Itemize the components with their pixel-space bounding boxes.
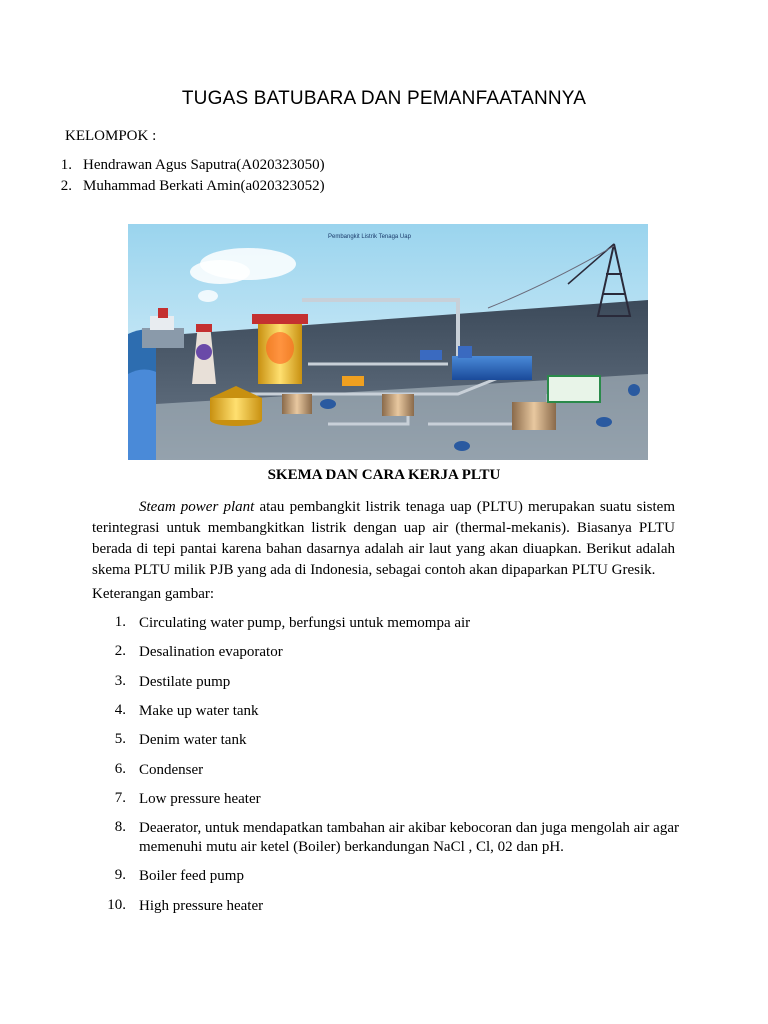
member-number: 2. <box>60 178 72 194</box>
legend-number: 4. <box>114 702 126 718</box>
legend-number: 8. <box>114 819 126 835</box>
intro-paragraph <box>92 497 675 581</box>
member-name: Muhammad Berkati Amin(a020323052) <box>83 178 325 194</box>
legend-number: 1. <box>114 614 126 630</box>
legend-item: Denim water tank <box>139 732 247 748</box>
paragraph-text: atau pembangkit listrik tenaga uap (PLTU) merupakan suatu sistem terintegrasi untuk membangkitkan listrik dengan uap air (thermal-mekanis). Biasanya PLTU berada di tepi pantai karena bahan dasarnya adalah air laut yang akan diuapkan. Berikut adalah skema PLTU milik PJB yang ada di Indonesia, sebagai contoh akan dipaparkan PLTU Gresik. <box>92 499 675 578</box>
legend-number: 9. <box>114 867 126 883</box>
group-label: KELOMPOK : <box>65 128 157 144</box>
legend-number: 2. <box>114 643 126 659</box>
member-number: 1. <box>60 157 72 173</box>
legend-item: Low pressure heater <box>139 791 261 807</box>
legend-number: 10. <box>107 897 126 913</box>
figure-caption: Pembangkit Listrik Tenaga Uap <box>328 234 411 240</box>
legend-item: Deaerator, untuk mendapatkan tambahan air akibar kebocoran dan juga mengolah air agar memenuhi mutu air ketel (Boiler) berkandungan NaCl , Cl, 02 dan pH. <box>139 820 679 855</box>
legend-item: Make up water tank <box>139 703 259 719</box>
legend-label: Keterangan gambar: <box>92 586 215 602</box>
legend-number: 5. <box>114 731 126 747</box>
member-name: Hendrawan Agus Saputra(A020323050) <box>83 157 325 173</box>
pltu-schematic-figure <box>128 224 648 460</box>
legend-number: 3. <box>114 673 126 689</box>
paragraph-italic-term: Steam power plant <box>139 499 255 515</box>
legend-number: 6. <box>114 761 126 777</box>
legend-item: Circulating water pump, berfungsi untuk memompa air <box>139 615 471 631</box>
legend-number: 7. <box>114 790 126 806</box>
pltu-diagram-image <box>128 224 648 460</box>
legend-item: Destilate pump <box>139 674 231 690</box>
legend-item: High pressure heater <box>139 898 264 914</box>
section-heading: SKEMA DAN CARA KERJA PLTU <box>267 467 501 483</box>
legend-item: Boiler feed pump <box>139 868 244 884</box>
legend-item: Desalination evaporator <box>139 644 283 660</box>
legend-item: Condenser <box>139 762 204 778</box>
document-title: TUGAS BATUBARA DAN PEMANFAATANNYA <box>181 88 587 109</box>
